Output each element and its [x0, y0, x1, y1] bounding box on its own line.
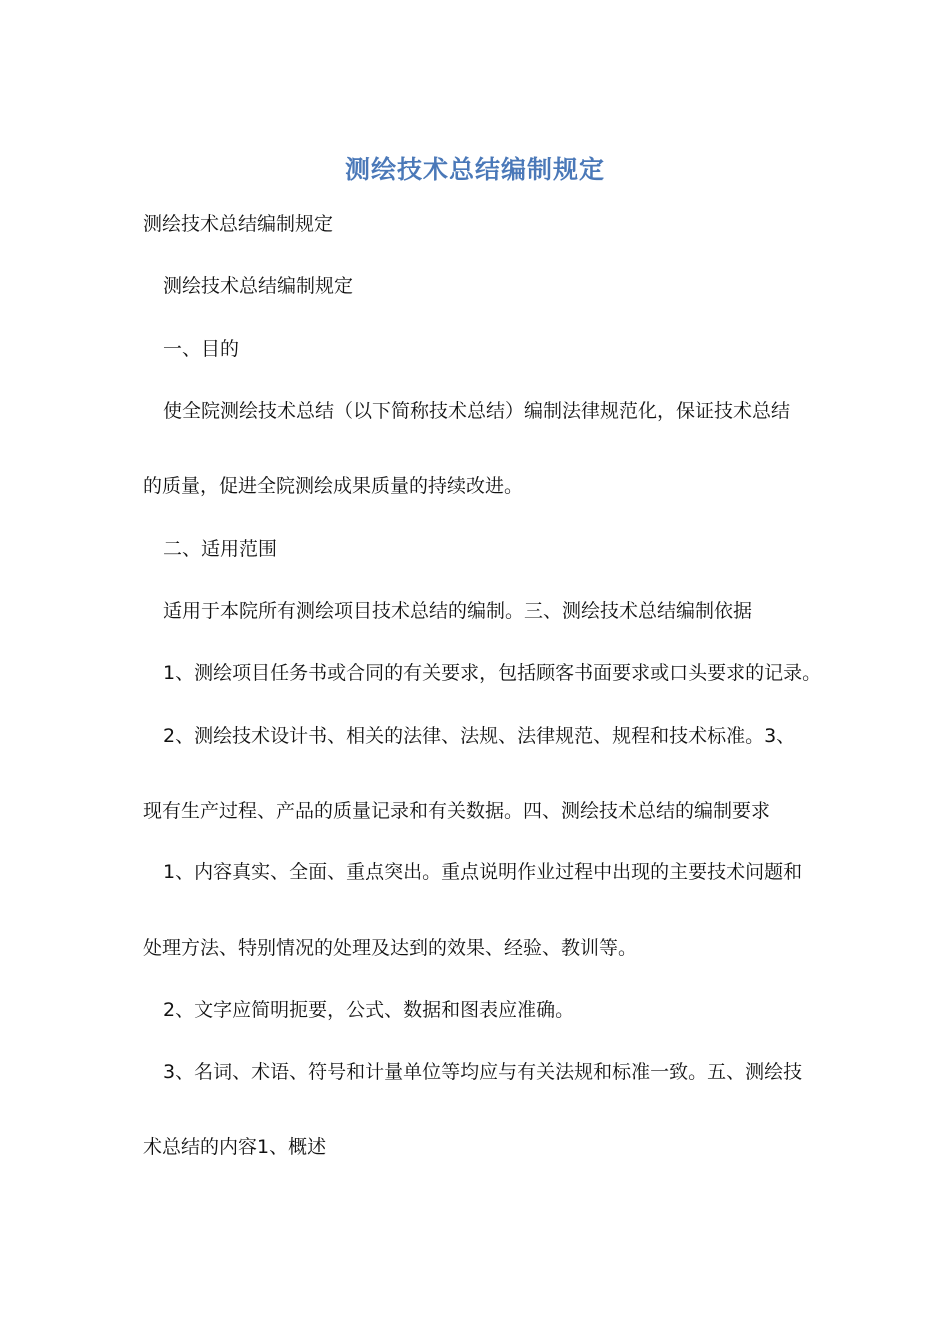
- document-title: 测绘技术总结编制规定: [344, 155, 605, 184]
- text-line-4: 使全院测绘技术总结（以下简称技术总结）编制法律规范化，保证技术总结: [163, 400, 791, 422]
- text-line-12: 处理方法、特别情况的处理及达到的效果、经验、教训等。: [143, 937, 638, 959]
- section-heading-scope: 二、适用范围: [163, 538, 278, 560]
- text-line-13: 2、文字应简明扼要，公式、数据和图表应准确。: [163, 999, 575, 1021]
- text-line-14: 3、名词、术语、符号和计量单位等均应与有关法规和标准一致。五、测绘技: [163, 1061, 803, 1083]
- text-line-15: 术总结的内容1、概述: [143, 1136, 327, 1158]
- text-line-5: 的质量，促进全院测绘成果质量的持续改进。: [143, 475, 524, 497]
- text-line-8: 1、测绘项目任务书或合同的有关要求，包括顾客书面要求或口头要求的记录。: [163, 662, 822, 684]
- text-line-2: 测绘技术总结编制规定: [163, 275, 354, 297]
- text-line-9: 2、测绘技术设计书、相关的法律、法规、法律规范、规程和技术标准。3、: [163, 725, 796, 747]
- section-heading-purpose: 一、目的: [163, 338, 240, 360]
- text-line-1: 测绘技术总结编制规定: [143, 213, 334, 235]
- text-line-7: 适用于本院所有测绘项目技术总结的编制。三、测绘技术总结编制依据: [163, 600, 753, 622]
- text-line-10: 现有生产过程、产品的质量记录和有关数据。四、测绘技术总结的编制要求: [143, 800, 771, 822]
- text-line-11: 1、内容真实、全面、重点突出。重点说明作业过程中出现的主要技术问题和: [163, 861, 803, 883]
